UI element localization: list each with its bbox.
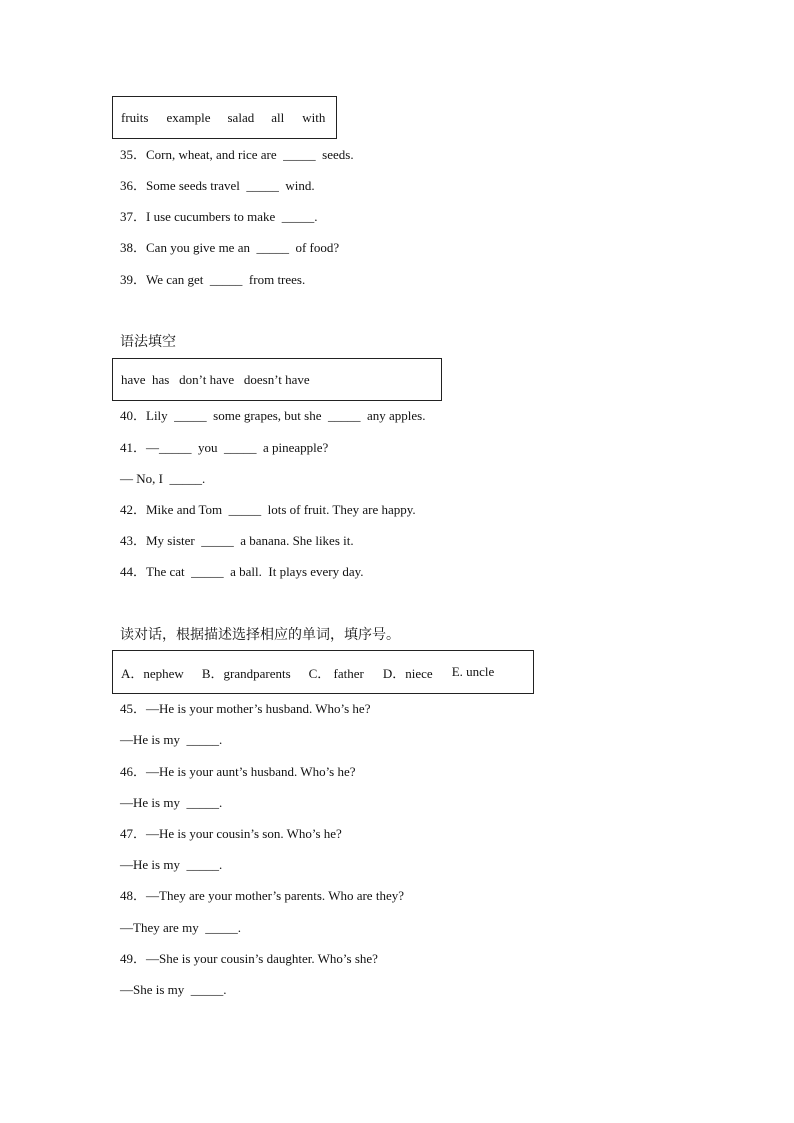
question-48: 48．—They are your mother’s parents. Who are they?	[120, 888, 404, 903]
option-e: E. uncle	[451, 664, 495, 679]
word-bank-item: with	[302, 109, 326, 125]
word-bank-text: have has don’t have doesn’t have	[121, 371, 310, 387]
answer-48: —They are my _____.	[120, 920, 241, 935]
question-36: 36．Some seeds travel _____ wind.	[120, 178, 315, 193]
question-37: 37．I use cucumbers to make _____.	[120, 209, 318, 224]
answer-45: —He is my _____.	[120, 732, 223, 747]
question-39: 39．We can get _____ from trees.	[120, 272, 306, 287]
word-bank-box-1	[112, 96, 337, 139]
option-c: C． father	[308, 665, 364, 681]
word-bank-box-2	[112, 358, 442, 401]
question-47: 47．—He is your cousin’s son. Who’s he?	[120, 826, 342, 841]
question-44: 44．The cat _____ a ball. It plays every day.	[120, 564, 364, 579]
word-bank-item: salad	[227, 109, 255, 125]
option-b: B．grandparents	[201, 665, 291, 681]
question-38: 38．Can you give me an _____ of food?	[120, 240, 340, 255]
option-a: A．nephew	[121, 665, 184, 681]
question-41-reply: — No, I _____.	[120, 471, 206, 486]
question-40: 40．Lily _____ some grapes, but she _____ any apples.	[120, 408, 426, 423]
section-heading-dialogue: 读对话，根据描述选择相应的单词，填序号。	[120, 627, 400, 643]
section-heading-grammar: 语法填空	[120, 334, 176, 350]
question-43: 43．My sister _____ a banana. She likes it.	[120, 533, 354, 548]
answer-47: —He is my _____.	[120, 857, 223, 872]
question-45: 45．—He is your mother’s husband. Who’s he?	[120, 701, 371, 716]
word-bank-item: fruits	[121, 109, 149, 125]
word-bank-item: example	[166, 109, 211, 125]
question-35: 35．Corn, wheat, and rice are _____ seeds.	[120, 147, 354, 162]
question-49: 49．—She is your cousin’s daughter. Who’s she?	[120, 951, 378, 966]
options-box	[112, 650, 534, 694]
option-d: D．niece	[382, 665, 433, 681]
answer-46: —He is my _____.	[120, 795, 223, 810]
question-46: 46．—He is your aunt’s husband. Who’s he?	[120, 764, 356, 779]
question-42: 42．Mike and Tom _____ lots of fruit. They are happy.	[120, 502, 416, 517]
question-41: 41．—_____ you _____ a pineapple?	[120, 440, 329, 455]
word-bank-item: all	[271, 109, 285, 125]
answer-49: —She is my _____.	[120, 982, 227, 997]
